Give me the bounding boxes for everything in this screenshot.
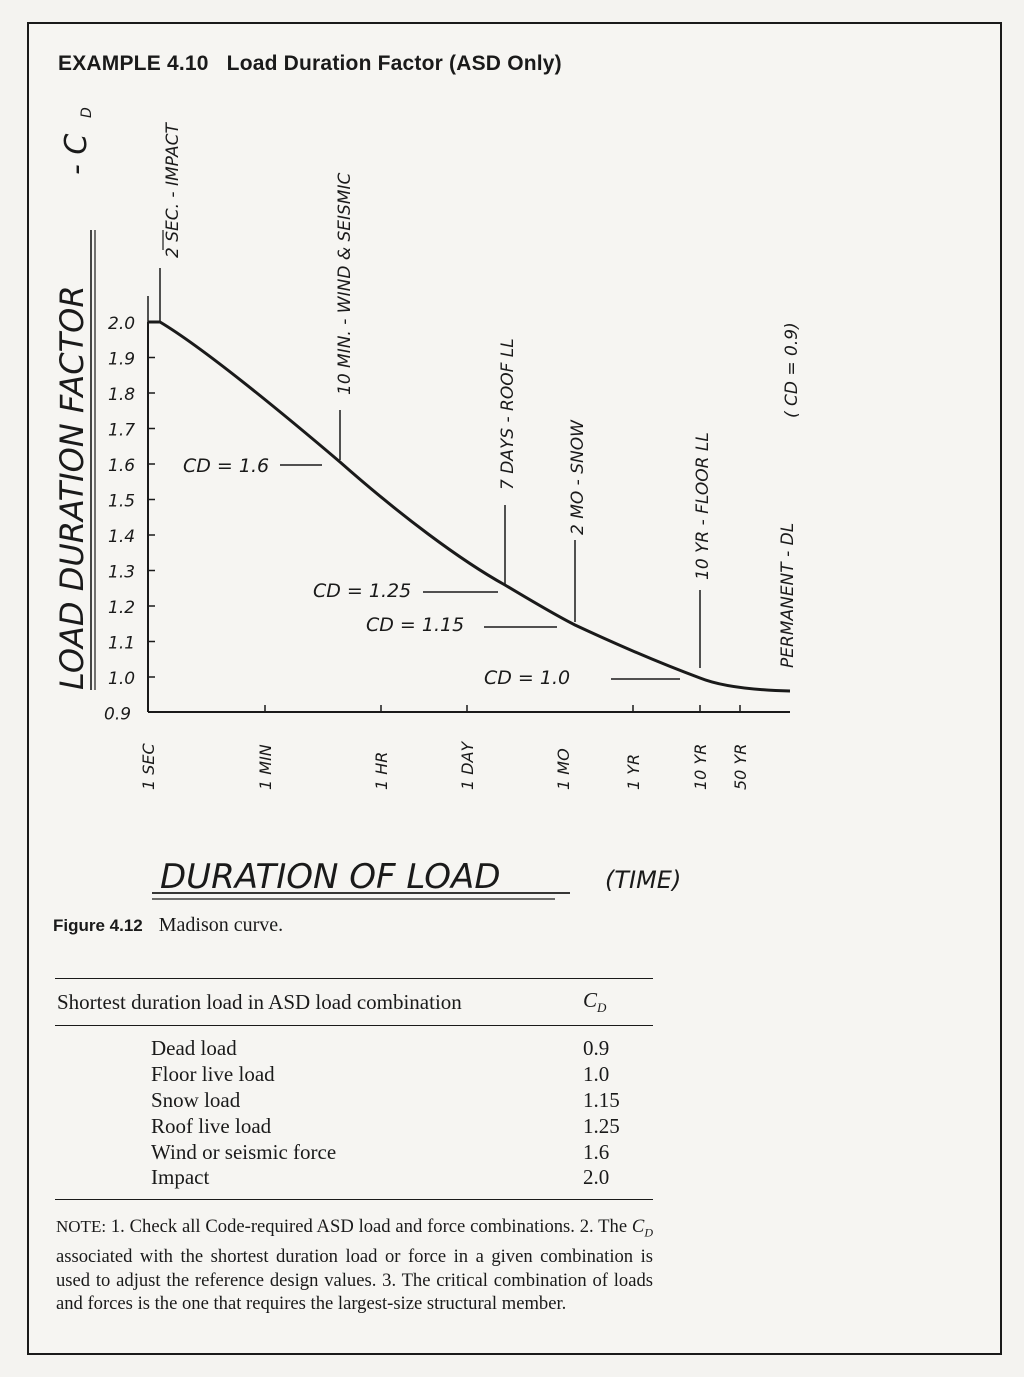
annotation-snow: 2 MO - SNOW: [568, 420, 588, 535]
y-tick-label: 1.0: [108, 669, 136, 689]
annotation-permanent-dl: PERMANENT - DL: [778, 522, 798, 668]
x-tick-label: 1 MIN: [256, 744, 275, 790]
callout-cd-1-25: CD = 1.25: [313, 580, 412, 602]
x-tick-label: 1 YR: [624, 753, 643, 790]
y-axis-subscript: D: [79, 107, 95, 118]
y-axis-symbol: - C: [59, 133, 94, 175]
figure-number: Figure 4.12: [53, 916, 143, 935]
y-tick-label: 1.3: [108, 562, 136, 583]
callout-cd-1-15: CD = 1.15: [366, 614, 465, 636]
table-row: [55, 1139, 653, 1165]
y-tick-label: 1.7: [108, 420, 136, 441]
figure-caption-text: Madison curve.: [158, 914, 284, 936]
note-text: 1. Check all Code-required ASD load and force combinations. 2. The $C_D$ associated with the shortest duration load or force in a given combination is used to adjust the reference design values. 3. The critical combination of loads and forces is the one that requires the largest-size structural member.: [56, 1216, 653, 1314]
callout-cd-1-0: CD = 1.0: [484, 667, 571, 689]
table-row-value: 1.0: [583, 1062, 610, 1087]
table-row: [55, 1088, 653, 1114]
x-tick-label: 1 SEC: [139, 743, 158, 790]
table-row-label: Dead load: [151, 1036, 237, 1061]
x-axis-title: DURATION OF LOAD: [160, 857, 501, 897]
annotation-roof-ll: 7 DAYS - ROOF LL: [498, 338, 518, 490]
table-bottom-rule: [55, 1199, 653, 1200]
example-heading: Load Duration Factor (ASD Only): [226, 52, 562, 75]
table-row: [55, 1113, 653, 1139]
example-number: EXAMPLE 4.10: [58, 52, 209, 75]
annotation-floor-ll: 10 YR - FLOOR LL: [693, 432, 713, 580]
table-row-label: Snow load: [151, 1087, 241, 1112]
y-tick-label: 1.9: [108, 349, 136, 370]
callout-cd-1-6: CD = 1.6: [183, 455, 270, 477]
table-row-label: Roof live load: [151, 1113, 272, 1138]
table-header-value: $C_D$: [583, 987, 607, 1016]
y-tick-label: 1.5: [108, 491, 136, 512]
table-row-label: Floor live load: [151, 1062, 275, 1087]
table-header: [55, 979, 653, 1025]
x-tick-label: 1 MO: [554, 748, 573, 790]
annotation-impact: 2 SEC. - IMPACT: [163, 123, 183, 258]
y-tick-label: 1.2: [108, 598, 136, 618]
table-row-label: Impact: [151, 1165, 210, 1190]
cd-table: [55, 978, 653, 1200]
table-row: [55, 1036, 653, 1062]
y-tick-label: 0.9: [104, 704, 132, 725]
y-tick-label: 1.4: [108, 527, 136, 547]
table-row-value: 0.9: [583, 1036, 610, 1061]
table-row-value: 2.0: [583, 1165, 610, 1190]
table-note: [56, 1215, 653, 1315]
table-row-value: 1.25: [583, 1113, 620, 1138]
annotation-permanent-note: ( CD = 0.9): [782, 322, 802, 418]
note-prefix: NOTE:: [56, 1217, 107, 1236]
x-tick-label: 1 HR: [372, 751, 391, 790]
x-axis-title-suffix: (TIME): [605, 866, 682, 894]
table-row: [55, 1062, 653, 1088]
table-body: [55, 1026, 653, 1199]
table-header-label: Shortest duration load in ASD load combination: [57, 989, 462, 1014]
x-tick-label: 1 DAY: [458, 741, 477, 790]
y-tick-label: 1.8: [108, 385, 136, 405]
y-axis-title: [53, 107, 95, 690]
table-row-value: 1.6: [583, 1139, 610, 1164]
x-tick-label: 50 YR: [731, 743, 750, 790]
figure-caption: [53, 914, 283, 937]
table-row-label: Wind or seismic force: [151, 1139, 337, 1164]
y-axis-title-text: LOAD DURATION FACTOR: [53, 285, 91, 690]
x-tick-label: 10 YR: [691, 743, 710, 790]
y-tick-label: 1.1: [108, 633, 136, 654]
table-row-value: 1.15: [583, 1087, 620, 1112]
y-tick-label: 1.6: [108, 456, 136, 476]
table-row: [55, 1165, 653, 1191]
annotation-wind-seismic: 10 MIN. - WIND & SEISMIC: [335, 172, 355, 395]
y-tick-label: 2.0: [108, 314, 136, 334]
x-ticks: [139, 705, 750, 790]
